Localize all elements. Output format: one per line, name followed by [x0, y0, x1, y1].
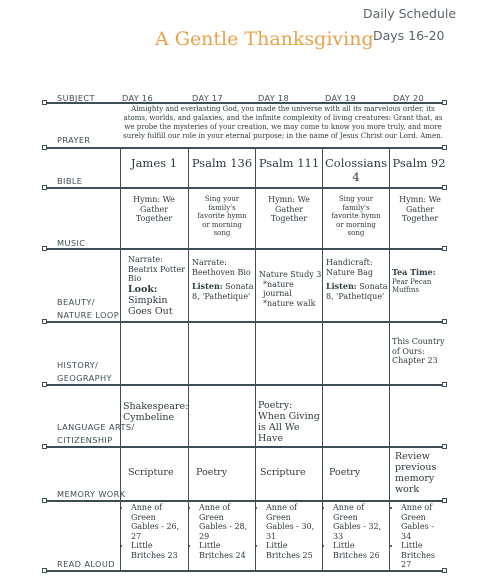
row-divider — [45, 187, 445, 189]
row-marker — [42, 100, 47, 105]
music-day20: Hymn: We Gather Together — [399, 195, 441, 223]
beauty-day17-listen — [192, 282, 254, 301]
row-marker — [42, 145, 47, 150]
music-day19: Sing your family's favorite hymn or morning song — [331, 195, 381, 237]
row-label-music: MUSIC — [57, 238, 86, 248]
row-divider — [45, 102, 445, 104]
beauty-day16-look-text: Simpkin Goes Out — [128, 294, 173, 317]
list-item: • Little Britches 23 — [131, 541, 186, 560]
memory-day19: Poetry — [329, 467, 361, 478]
memory-day16: Scripture — [128, 467, 174, 478]
day-header-20: DAY 20 — [393, 93, 424, 103]
row-marker — [442, 246, 447, 251]
readaloud-day17 — [190, 503, 254, 560]
tea-time-label-text: Tea Time: — [392, 267, 436, 277]
beauty-day19-handicraft: Handicraft: Nature Bag — [326, 258, 374, 277]
row-marker — [42, 382, 47, 387]
row-marker — [42, 568, 47, 573]
listen-label: Listen: — [192, 281, 223, 291]
tea-time-label — [392, 268, 446, 278]
beauty-day18-line3: *nature walk — [263, 298, 316, 308]
list-item: • Little Britches 27 — [401, 541, 446, 570]
list-item: • Little Britches 26 — [333, 541, 388, 560]
day-header-16: DAY 16 — [122, 93, 153, 103]
list-item: • Anne of Green Gables - 32, 33 — [333, 503, 388, 541]
bible-day16: James 1 — [130, 156, 178, 170]
row-label-history-line2: GEOGRAPHY — [57, 373, 112, 383]
readaloud-list — [324, 503, 388, 560]
row-marker — [42, 444, 47, 449]
row-marker — [442, 185, 447, 190]
readaloud-day20 — [392, 503, 446, 570]
row-marker — [42, 185, 47, 190]
readaloud-list — [122, 503, 186, 560]
row-marker — [442, 319, 447, 324]
beauty-day16 — [128, 255, 186, 317]
readaloud-day18 — [257, 503, 321, 560]
bible-day17: Psalm 136 — [191, 156, 253, 170]
tea-time-text: Pear Pecan Muffins — [392, 277, 432, 294]
row-label-language-line1: LANGUAGE ARTS/ — [57, 422, 135, 432]
music-day17: Sing your family's favorite hymn or morning song — [197, 195, 247, 237]
readaloud-list — [257, 503, 321, 560]
row-label-memory: MEMORY WORK — [57, 489, 126, 499]
beauty-day17-narrate: Narrate: Beethoven Bio — [192, 258, 251, 277]
days-range: Days 16-20 — [373, 28, 445, 43]
row-marker — [42, 246, 47, 251]
language-day18: Poetry: When Giving is All We Have — [258, 400, 320, 444]
beauty-day20 — [392, 268, 446, 295]
schedule-label: Daily Schedule — [363, 6, 457, 21]
readaloud-day16 — [122, 503, 186, 560]
readaloud-day19 — [324, 503, 388, 560]
readaloud-list — [392, 503, 446, 570]
language-day16: Shakespeare: Cymbeline — [123, 401, 189, 423]
row-marker — [42, 498, 47, 503]
memory-day18: Scripture — [260, 467, 306, 478]
beauty-day17 — [192, 258, 254, 301]
list-item: • Anne of Green Gables - 34 — [401, 503, 446, 541]
day-header-17: DAY 17 — [192, 93, 223, 103]
row-marker — [42, 319, 47, 324]
music-day18: Hymn: We Gather Together — [268, 195, 310, 223]
day-header-19: DAY 19 — [325, 93, 356, 103]
list-item: • Little Britches 25 — [266, 541, 321, 560]
beauty-day16-look — [128, 284, 186, 295]
row-label-beauty-line2: NATURE LOOP — [57, 310, 120, 320]
list-item: • Anne of Green Gables - 30, 31 — [266, 503, 321, 541]
beauty-day19 — [326, 258, 388, 301]
row-divider — [45, 147, 445, 149]
beauty-day18-line1: Nature Study 3 — [259, 270, 322, 279]
row-divider — [45, 248, 445, 250]
list-item: • Anne of Green Gables - 28, 29 — [199, 503, 254, 541]
readaloud-list — [190, 503, 254, 560]
listen-text: Sonata 8, 'Pathetique' — [326, 282, 388, 301]
list-item: • Little Britches 24 — [199, 541, 254, 560]
row-marker — [442, 444, 447, 449]
day-header-18: DAY 18 — [258, 93, 289, 103]
beauty-day18 — [259, 270, 323, 308]
beauty-day19-listen — [326, 282, 388, 301]
row-label-beauty-line1: BEAUTY/ — [57, 297, 95, 307]
row-label-beauty — [57, 296, 119, 322]
prayer-text: Almighty and everlasting God, you made the universe with all its marvelous order, its atoms, worlds, and galaxies, and the infinite complexity of living creatures: Grant that, as we probe the mysteries of your creation, we may come to know you more truly, and more surely fulfill our role in your eternal purpose; in the name of Jesus Christ our Lord. Amen. — [123, 105, 443, 140]
row-label-language — [57, 421, 135, 447]
listen-text: Sonata 8, 'Pathetique' — [192, 282, 254, 301]
bible-day20: Psalm 92 — [392, 156, 446, 170]
row-label-language-line2: CITIZENSHIP — [57, 435, 113, 445]
row-label-prayer: PRAYER — [57, 135, 91, 145]
music-day16: Hymn: We Gather Together — [133, 195, 175, 223]
subject-header: SUBJECT — [57, 93, 95, 103]
beauty-day16-narrate: Narrate: Beatrix Potter Bio — [128, 255, 185, 283]
bible-day19: Colossians 4 — [325, 156, 387, 184]
list-item: • Anne of Green Gables - 26, 27 — [131, 503, 186, 541]
row-marker — [442, 145, 447, 150]
bible-day18: Psalm 111 — [258, 156, 320, 170]
row-label-history-line1: HISTORY/ — [57, 360, 99, 370]
memory-day17: Poetry — [196, 467, 228, 478]
row-label-readaloud: READ ALOUD — [57, 559, 115, 569]
history-day20: This Country of Ours: Chapter 23 — [392, 337, 445, 365]
row-marker — [442, 382, 447, 387]
look-label: Look: — [128, 283, 158, 295]
row-label-bible: BIBLE — [57, 176, 83, 186]
listen-label: Listen: — [326, 281, 357, 291]
memory-day20: Review previous memory work — [395, 451, 437, 495]
beauty-day18-line2: *nature journal — [263, 279, 294, 298]
page-title: A Gentle Thanksgiving — [155, 28, 374, 50]
row-label-history — [57, 359, 112, 385]
